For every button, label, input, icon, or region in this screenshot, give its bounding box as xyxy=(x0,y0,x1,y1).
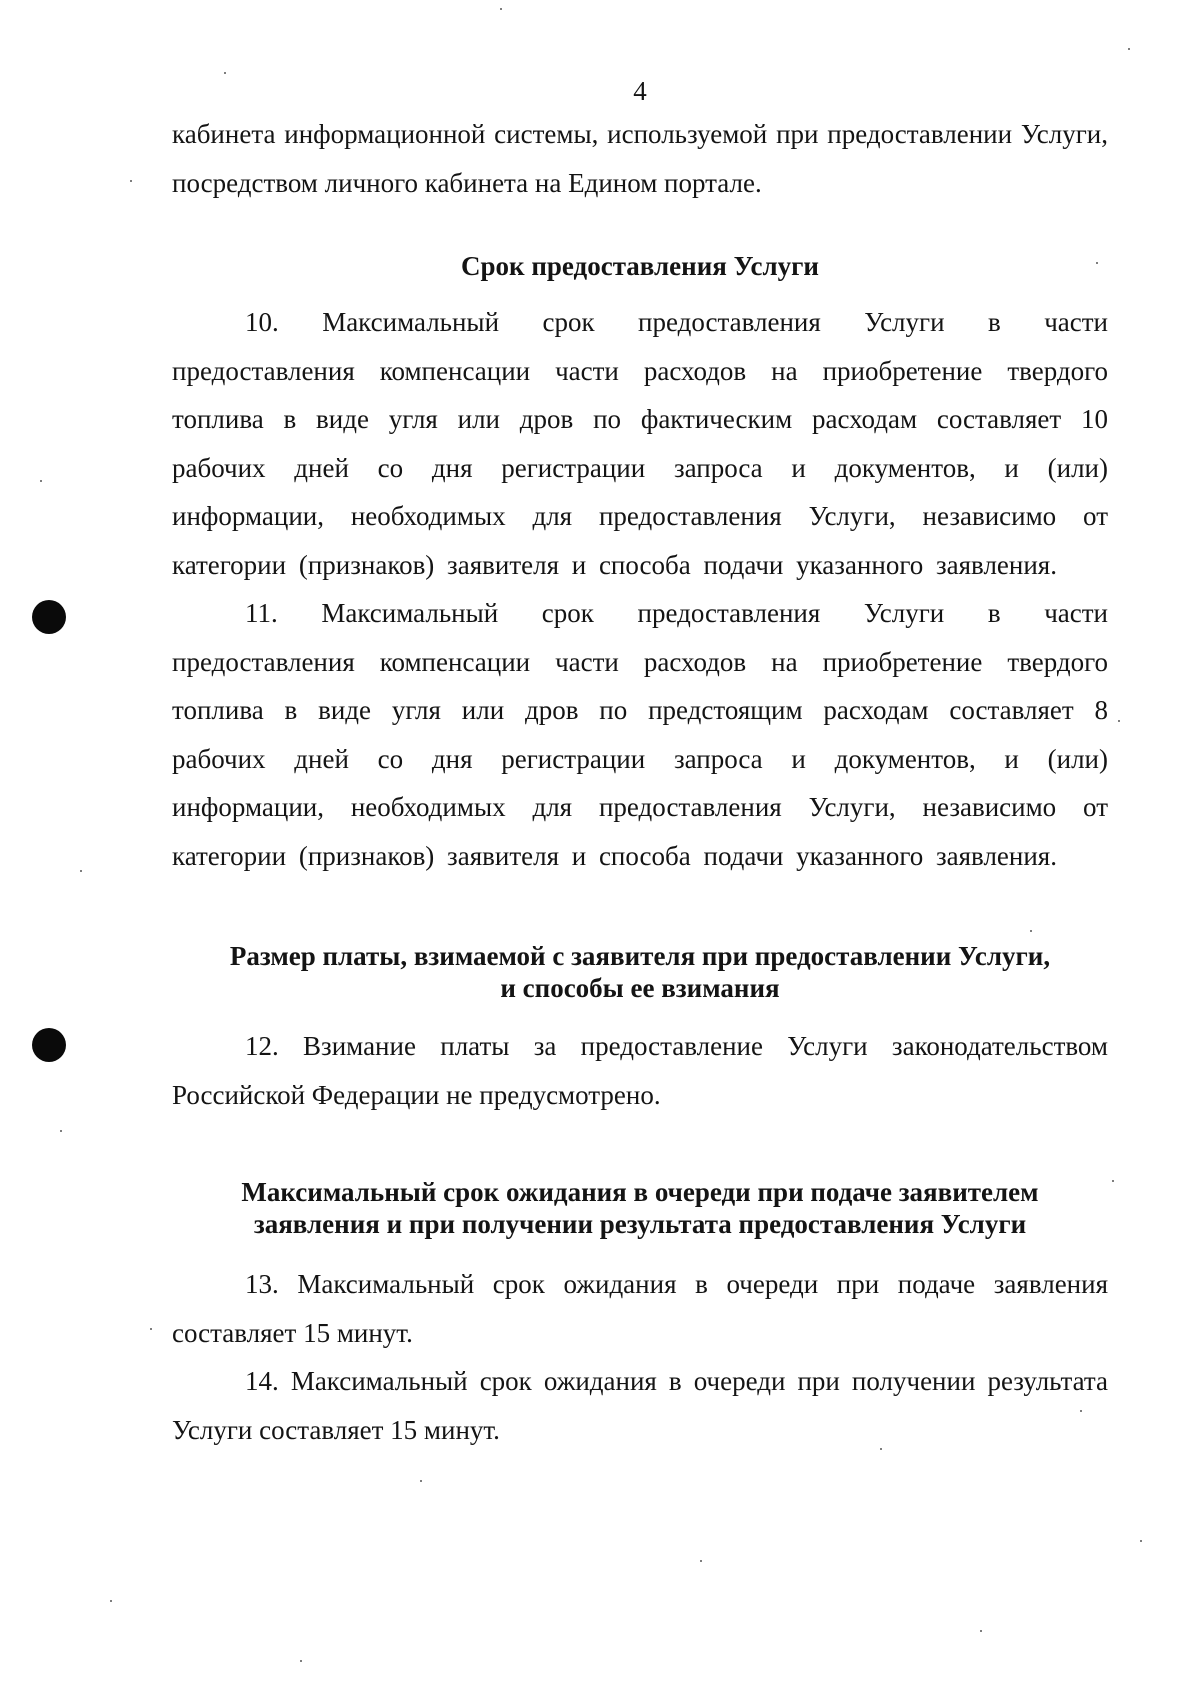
section-heading-term: Срок предоставления Услуги xyxy=(461,251,819,281)
scan-speck xyxy=(1140,1540,1142,1542)
scan-speck xyxy=(1128,48,1130,50)
scan-speck xyxy=(1112,1180,1114,1182)
scan-speck xyxy=(1096,262,1098,264)
scan-speck xyxy=(1080,1410,1082,1412)
scan-speck xyxy=(60,1130,62,1132)
scan-speck xyxy=(224,72,226,74)
page-number: 4 xyxy=(633,76,647,106)
scan-speck xyxy=(700,1560,702,1562)
section-term-body xyxy=(172,298,1108,880)
scan-speck xyxy=(500,8,502,10)
binder-hole-top xyxy=(32,600,66,634)
scan-speck xyxy=(130,180,132,182)
scan-speck xyxy=(880,1448,882,1450)
scan-speck xyxy=(150,1328,152,1330)
paragraph-12: 12. Взимание платы за предоставление Услуги законодательством Российской Федерации не предусмотрено. xyxy=(172,1031,1108,1110)
binder-hole-bottom xyxy=(32,1028,66,1062)
section-heading-queue-line2: заявления и при получении результата предоставления Услуги xyxy=(253,1209,1027,1239)
intro-paragraph xyxy=(172,110,1108,207)
section-heading-queue xyxy=(172,1176,1108,1240)
scan-speck xyxy=(300,1660,302,1662)
scan-speck xyxy=(420,1480,422,1482)
paragraph-11: 11. Максимальный срок предоставления Услуги в части предоставления компенсации части расходов на приобретение твердого топлива в виде угля или дров по предстоящим расходам составляет 8 рабочих дней со дня регистрации запроса и документов, и (или) информации, необходимых для предоставления Услуги, независимо от категории (признаков) заявителя и способа подачи указанного заявления. xyxy=(172,598,1108,871)
scan-speck xyxy=(980,1630,982,1632)
intro-text: кабинета информационной системы, используемой при предоставлении Услуги, посредством личного кабинета на Едином портале. xyxy=(172,119,1108,198)
section-heading-fee-line1: Размер платы, взимаемой с заявителя при предоставлении Услуги, xyxy=(229,941,1051,971)
section-fee-body xyxy=(172,1022,1108,1119)
section-heading-queue-line1: Максимальный срок ожидания в очереди при подаче заявителем xyxy=(241,1177,1039,1207)
scan-speck xyxy=(110,1600,112,1602)
scan-speck xyxy=(1118,720,1120,722)
paragraph-13: 13. Максимальный срок ожидания в очереди при подаче заявления составляет 15 минут. xyxy=(172,1269,1108,1348)
section-queue-body xyxy=(172,1260,1108,1454)
paragraph-10: 10. Максимальный срок предоставления Услуги в части предоставления компенсации части расходов на приобретение твердого топлива в виде угля или дров по фактическим расходам составляет 10 рабочих дней со дня регистрации запроса и документов, и (или) информации, необходимых для предоставления Услуги, независимо от категории (признаков) заявителя и способа подачи указанного заявления. xyxy=(172,307,1108,580)
paragraph-14: 14. Максимальный срок ожидания в очереди при получении результата Услуги составляет 15 минут. xyxy=(172,1366,1108,1445)
scan-speck xyxy=(80,870,82,872)
scan-speck xyxy=(1030,930,1032,932)
section-heading-fee-line2: и способы ее взимания xyxy=(500,973,780,1003)
scan-speck xyxy=(40,480,42,482)
section-heading-fee xyxy=(172,940,1108,1004)
